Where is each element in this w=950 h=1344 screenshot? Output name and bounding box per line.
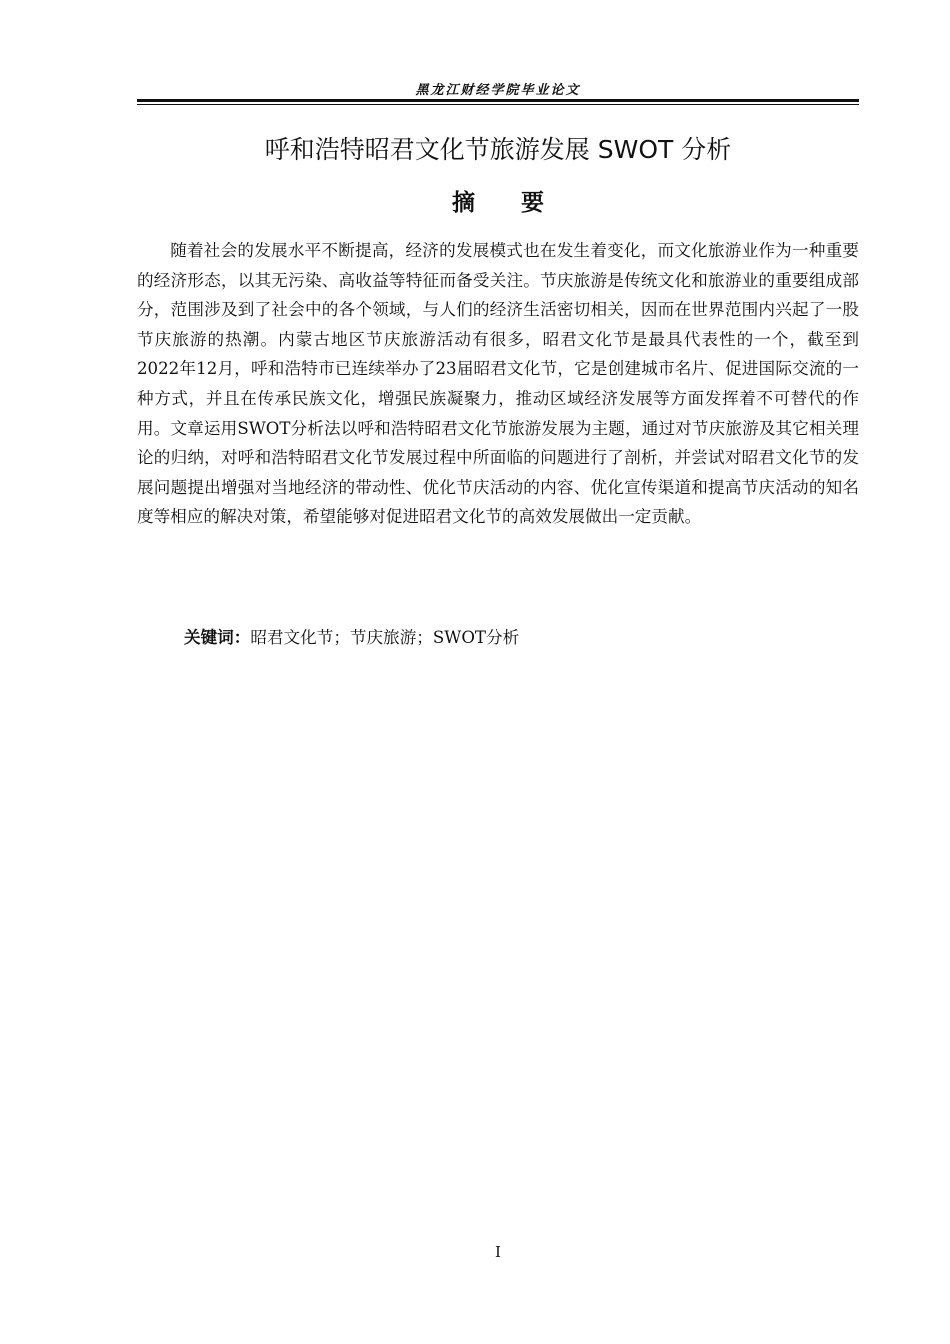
keywords-label: 关键词： — [184, 628, 251, 647]
keywords-line — [184, 624, 519, 652]
header-rule-thick — [137, 99, 859, 102]
page-number: I — [495, 1243, 501, 1261]
running-header: 黑龙江财经学院毕业论文 — [415, 83, 581, 98]
header-rule-thin — [137, 104, 859, 105]
keywords-values: 昭君文化节；节庆旅游；SWOT分析 — [250, 628, 520, 647]
abstract-body: 随着社会的发展水平不断提高，经济的发展模式也在发生着变化，而文化旅游业作为一种重要的经济形态，以其无污染、高收益等特征而备受关注。节庆旅游是传统文化和旅游业的重要组成部分，范围涉及到了社会中的各个领域，与人们的经济生活密切相关，因而在世界范围内兴起了一股节庆旅游的热潮。内蒙古地区节庆旅游活动有很多，昭君文化节是最具代表性的一个，截至到2022年12月，呼和浩特市已连续举办了23届昭君文化节，它是创建城市名片、促进国际交流的一种方式，并且在传承民族文化，增强民族凝聚力，推动区域经济发展等方面发挥着不可替代的作用。文章运用SWOT分析法以呼和浩特昭君文化节旅游发展为主题，通过对节庆旅游及其它相关理论的归纳，对呼和浩特昭君文化节发展过程中所面临的问题进行了剖析，并尝试对昭君文化节的发展问题提出增强对当地经济的带动性、优化节庆活动的内容、优化宣传渠道和提高节庆活动的知名度等相应的解决对策，希望能够对促进昭君文化节的高效发展做出一定贡献。 — [137, 241, 859, 527]
abstract-heading: 摘要 — [452, 190, 590, 216]
document-title: 呼和浩特昭君文化节旅游发展 SWOT 分析 — [264, 135, 732, 164]
